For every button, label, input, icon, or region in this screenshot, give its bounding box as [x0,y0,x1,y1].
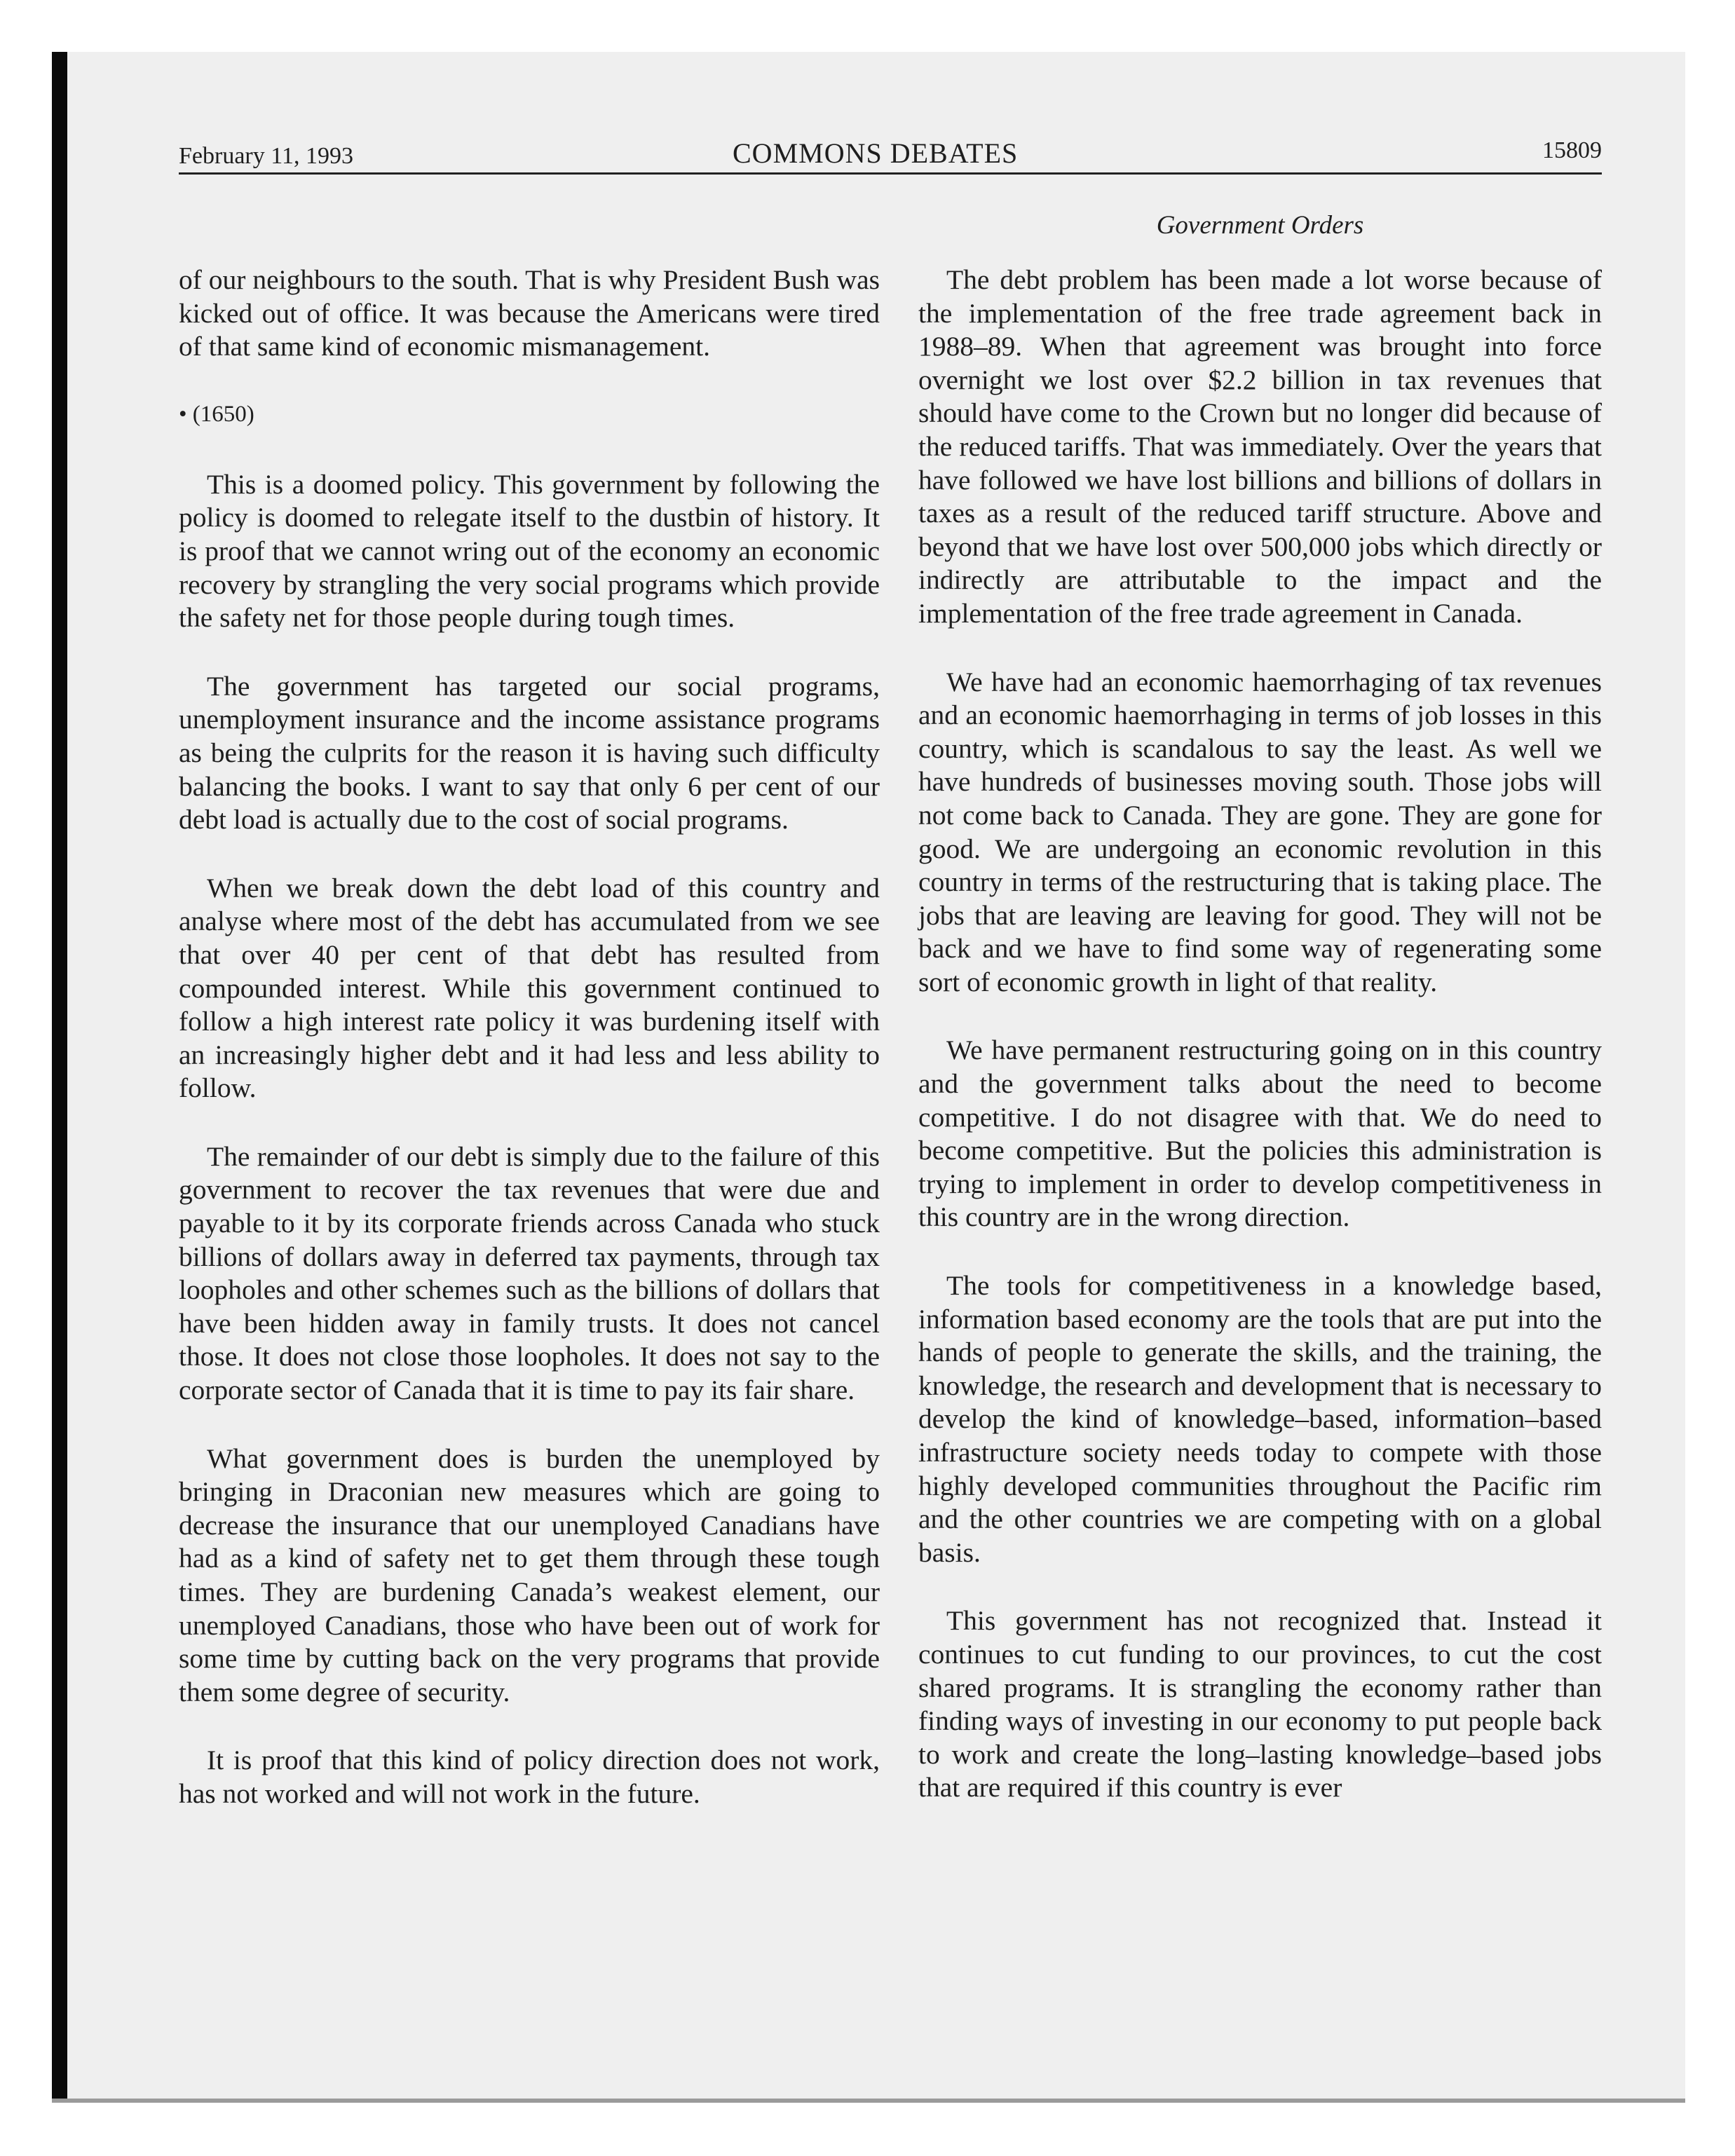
left-paragraph: When we break down the debt load of this country and analyse where most of the debt has accumulated from we see that over 40 per cent of that debt has resulted from compounded interest. While this government continued to follow a high interest rate policy it was burdening itself with an increasingly higher debt and it had less and less ability to follow. [179,872,880,1104]
right-paragraph: This government has not recognized that. Instead it continues to cut funding to our provinces, to cut the cost shared programs. It is strangling the economy rather than finding ways of investing in our economy to put people back to work and create the long–lasting knowledge–based jobs that are required if this country is ever [918,1605,1602,1803]
right-paragraph: We have permanent restructuring going on in this country and the government talks about the need to become competitive. I do not disagree with that. We do need to become competitive. But the policies this administration is trying to implement in order to develop competitiveness in this country are in the wrong direction. [918,1035,1602,1233]
header-date: February 11, 1993 [179,143,353,169]
header-page-number: 15809 [1542,137,1602,163]
left-paragraph: What government does is burden the unemployed by bringing in Draconian new measures which are going to decrease the insurance that our unemployed Canadians have had as a kind of safety net to get them through these tough times. They are burdening Canada’s weakest element, our unemployed Canadians, those who have been out of work for some time by cutting back on the very programs that provide them some degree of security. [179,1442,880,1707]
left-paragraph: This is a doomed policy. This government by following the policy is doomed to relegate itself to the dustbin of history. It is proof that we cannot wring out of the economy an economic recovery by strangling the very social programs which provide the safety net for those people during tough times. [179,468,880,634]
right-column [918,264,1602,1840]
header-title: COMMONS DEBATES [733,137,1019,169]
left-column [179,264,880,1846]
scan-border-bottom [52,2099,1685,2103]
right-paragraph: The debt problem has been made a lot worse because of the implementation of the free trade agreement back in 1988–89. When that agreement was brought into force overnight we lost over $2.2 billion in tax revenues that should have come to the Crown but no longer did because of the reduced tariffs. That was immediately. Over the years that have followed we have lost billions and billions of dollars in taxes as a result of the reduced tariff structure. Above and beyond that we have lost over 500,000 jobs which directly or indirectly are attributable to the impact and the implementation of the free trade agreement in Canada. [918,264,1602,629]
left-paragraph: The government has targeted our social programs, unemployment insurance and the income assistance programs as being the culprits for the reason it is having such difficulty balancing the books. I want to say that only 6 per cent of our debt load is actually due to the cost of social programs. [179,670,880,835]
timestamp-marker: • (1650) [179,401,254,427]
left-paragraph: The remainder of our debt is simply due to the failure of this government to recover the tax revenues that were due and payable to it by its corporate friends across Canada who stuck billions of dollars away in deferred tax payments, through tax loopholes and other schemes such as the billions of dollars that have been hidden away in family trusts. It does not cancel those. It does not close those loopholes. It does not say to the corporate sector of Canada that it is time to pay its fair share. [179,1140,880,1406]
right-paragraph: The tools for competitiveness in a knowledge based, information based economy are the tools that are put into the hands of people to generate the skills, and the training, the knowledge, the research and development that is necessary to develop the kind of knowledge–based, information–based infrastructure society needs today to compete with those highly developed communities throughout the Pacific rim and the other countries we are competing with on a global basis. [918,1270,1602,1568]
right-paragraph: We have had an economic haemorrhaging of tax revenues and an economic haemorrhaging in terms of job losses in this country, which is scandalous to say the least. As well we have hundreds of businesses moving south. Those jobs will not come back to Canada. They are gone. They are gone for good. We are undergoing an economic revolution in this country in terms of the restructuring that is taking place. The jobs that are leaving are leaving for good. They will not be back and we have to find some way of regenerating some sort of economic growth in light of that reality. [918,666,1602,997]
left-paragraph: It is proof that this kind of policy direction does not work, has not worked and will not work in the future. [179,1745,880,1809]
left-paragraph-continuation: of our neighbours to the south. That is why President Bush was kicked out of office. It was because the Americans were tired of that same kind of economic mismanagement. [179,264,880,362]
scan-border-left [52,52,67,2099]
page-header [179,139,1602,175]
section-label: Government Orders [1156,211,1364,240]
